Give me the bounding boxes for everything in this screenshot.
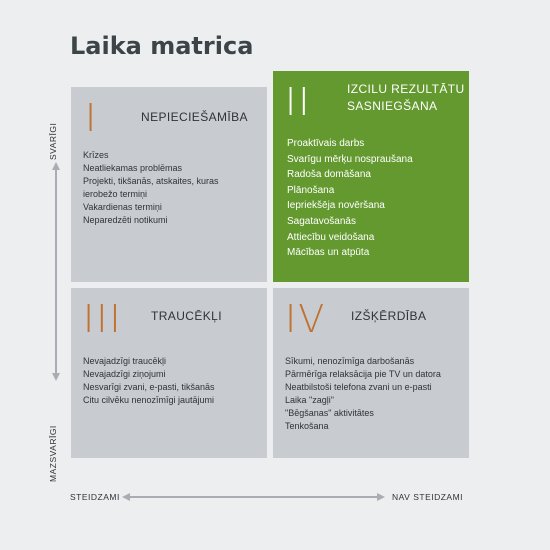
list-item: "Bēgšanas" aktivitātes: [285, 408, 374, 418]
list-item: Iepriekšēja novēršana: [287, 200, 385, 212]
list-item: Nesvarīgi zvani, e-pasti, tikšanās: [83, 382, 215, 392]
list-item: Tenkošana: [285, 421, 329, 431]
axis-label-not-urgent: NAV STEIDZAMI: [392, 492, 464, 502]
list-item: Radoša domāšana: [287, 169, 371, 181]
quadrant-title: TRAUCĒKĻI: [151, 309, 222, 323]
list-item: Citu cilvēku nenozīmīgi jautājumi: [83, 395, 215, 405]
quadrant-title: IZŠĶĒRDĪBA: [351, 309, 427, 323]
list-item: Attiecību veidošana: [287, 231, 375, 243]
vertical-axis-arrow: [52, 162, 60, 381]
page-title: Laika matrica: [70, 32, 254, 60]
list-item: Mācības un atpūta: [287, 247, 370, 259]
quadrant-numeral: II: [285, 80, 312, 124]
list-item: Neatliekamas problēmas: [83, 163, 183, 173]
axis-label-urgent: STEIDZAMI: [70, 492, 120, 502]
list-item: Vakardienas termiņi: [83, 202, 162, 212]
quadrant-title: NEPIECIEŠAMĪBA: [141, 110, 248, 124]
quadrant-title: IZCILU REZULTĀTU SASNIEGŠANA: [347, 82, 465, 113]
list-item: Pārmērīga relaksācija pie TV un datora: [285, 369, 441, 379]
horizontal-axis-arrow: [122, 493, 385, 501]
list-item: Projekti, tikšanās, atskaites, kuras ierobežo termiņi: [83, 176, 219, 199]
list-item: Neparedzēti notikumi: [83, 215, 168, 225]
list-item: Krīzes: [83, 150, 109, 160]
list-item: Svarīgu mērķu nospraušana: [287, 153, 413, 165]
list-item: Proaktīvais darbs: [287, 138, 365, 149]
quadrant-numeral: IV: [285, 297, 327, 341]
list-item: Neatbilstoši telefona zvani un e-pasti: [285, 382, 432, 392]
axis-label-unimportant: MAZSVARĪGI: [48, 425, 58, 482]
list-item: Laika "zagļi": [285, 395, 334, 405]
list-item: Nevajadzīgi ziņojumi: [83, 369, 166, 379]
list-item: Nevajadzīgi traucēkļi: [83, 356, 167, 366]
list-item: Sagatavošanās: [287, 215, 356, 227]
quadrant-numeral: III: [83, 297, 123, 341]
list-item: Plānošana: [287, 184, 335, 196]
axis-label-important: SVARĪGI: [48, 122, 58, 160]
quadrant-numeral: I: [85, 96, 99, 140]
list-item: Sīkumi, nenozīmīga darbošanās: [285, 356, 415, 366]
